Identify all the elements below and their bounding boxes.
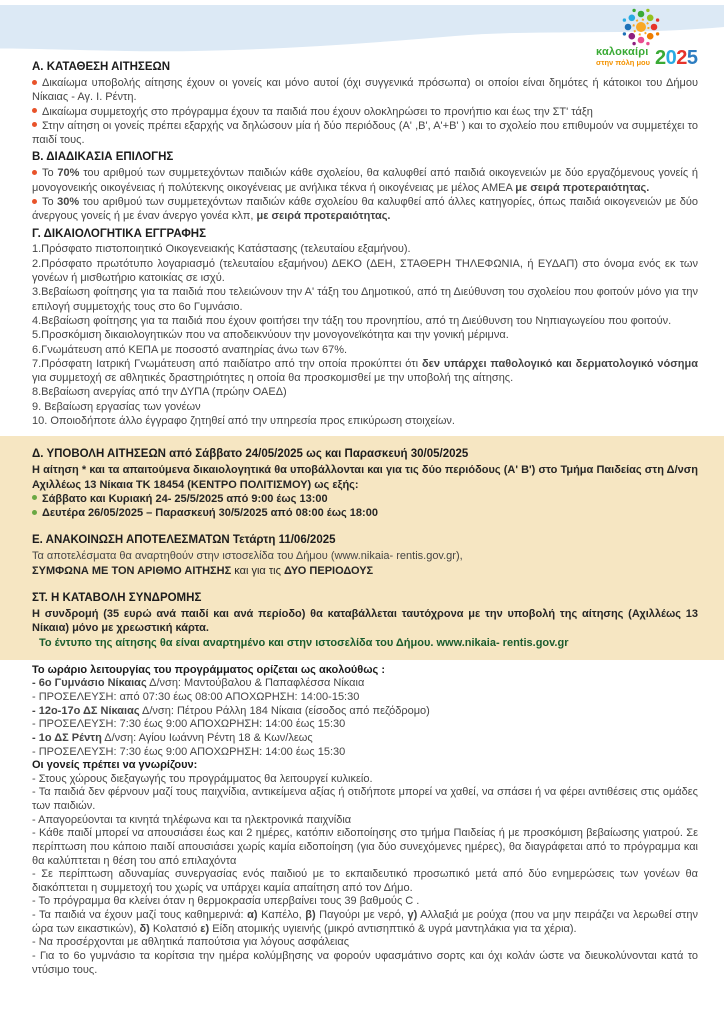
parents-title: Οι γονείς πρέπει να γνωρίζουν: bbox=[32, 759, 198, 772]
logo-year: 2025 bbox=[655, 46, 698, 69]
section-e-line: ΣΥΜΦΩΝΑ ΜΕ ΤΟΝ ΑΡΙΘΜΟ ΑΙΤΗΣΗΣ και για τις ΔΥΟ ΠΕΡΙΟΔΟΥΣ bbox=[32, 564, 374, 577]
highlight-box bbox=[0, 436, 724, 659]
section-d-title: Δ. ΥΠΟΒΟΛΗ ΑΙΤΗΣΕΩΝ από Σάββατο 24/05/2025 ως και Παρασκευή 30/05/2025 bbox=[32, 448, 469, 461]
section-e-line: Τα αποτελέσματα θα αναρτηθούν στην ιστοσελίδα του Δήμου (www.nikaia- rentis.gov.gr), bbox=[32, 550, 463, 563]
info-section bbox=[0, 660, 724, 977]
list-item: Δικαίωμα υποβολής αίτησης έχουν οι γονείς και μόνο αυτοί (όχι συγγενικά πρόσωπα) οι οποίοι είναι δημότες ή κάτοικοι του Δήμου Νίκαιας - Αγ. Ι. Ρέντη. bbox=[32, 76, 698, 104]
list-item: 1.Πρόσφατο πιστοποιητικό Οικογενειακής Κατάστασης (τελευταίου εξαμήνου). bbox=[32, 243, 411, 256]
section-st-paragraph: Η συνδρομή (35 ευρώ ανά παιδί και ανά περίοδο) θα καταβάλλεται ταυτόχρονα με την υποβολή της αίτησης (Αχιλλέως 13 Νίκαια) μόνο με χρεωστική κάρτα. bbox=[32, 607, 698, 635]
logo-title: καλοκαίρι bbox=[596, 46, 649, 58]
section-c-title: Γ. ΔΙΚΑΙΟΛΟΓΗΤΙΚΑ ΕΓΓΡΑΦΗΣ bbox=[32, 227, 207, 240]
schedule-title: Το ωράριο λειτουργίας του προγράμματος ορίζεται ως ακολούθως : bbox=[32, 663, 385, 676]
list-item: - Για το 6ο γυμνάσιο τα κορίτσια την ημέρα κολύμβησης να φορούν υφασμάτινο σορτς και όχι κολάν ώστε να διευκολύνονται κατά το ντύσιμο τους. bbox=[32, 949, 698, 976]
list-item: Σάββατο και Κυριακή 24- 25/5/2025 από 9:00 έως 13:00 bbox=[32, 492, 698, 506]
list-item: Το 30% του αριθμού των συμμετεχόντων παιδιών κάθε σχολείου θα καλυφθεί από άλλες κατηγορίες, όπως παιδιά οικογενειών με δύο άνεργους γονείς ή με έναν άνεργο γονέα κλπ, με σειρά προτεραιότητας. bbox=[32, 195, 698, 223]
logo-flower-icon bbox=[618, 5, 664, 49]
list-item: - Απαγορεύονται τα κινητά τηλέφωνα και τα ηλεκτρονικά παιχνίδια bbox=[32, 813, 352, 826]
section-e-title: Ε. ΑΝΑΚΟΙΝΩΣΗ ΑΠΟΤΕΛΕΣΜΑΤΩΝ Τετάρτη 11/06/2025 bbox=[32, 534, 336, 547]
bullet-icon bbox=[32, 170, 37, 175]
list-item: - Τα παιδιά δεν φέρνουν μαζί τους παιχνίδια, αντικείμενα αξίας ή οτιδήποτε μπορεί να χαθεί, να σπάσει ή να φέρει αντιθέσεις στις ομάδες των παιδιών. bbox=[32, 786, 698, 813]
bullet-icon bbox=[32, 108, 37, 113]
list-item: 7.Πρόσφατη Ιατρική Γνωμάτευση από παιδίατρο από την οποία προκύπτει ότι δεν υπάρχει παθολογικό και δερματολογικό νόσημα για συμμετοχή σε αθλητικές δραστηριότητες η οποία θα προσκομισθεί με την υποβολή της αίτησης. bbox=[32, 357, 699, 385]
section-b-title: Β. ΔΙΑΔΙΚΑΣΙΑ ΕΠΙΛΟΓΗΣ bbox=[32, 151, 174, 164]
list-item: - Το πρόγραμμα θα κλείνει όταν η θερμοκρασία υπερβαίνει τους 39 βαθμούς C . bbox=[32, 895, 420, 908]
list-item: 3.Βεβαίωση φοίτησης για τα παιδιά που τελειώνουν την Α' τάξη του Δημοτικού, από τη Διεύθυνση του σχολείου που φοιτούν μόνο για την επιλογή συμμετοχής τους στο 6ο Γυμνάσιο. bbox=[32, 286, 698, 313]
list-item: 8.Βεβαίωση ανεργίας από την ΔΥΠΑ (πρώην ΟΑΕΔ) bbox=[32, 386, 287, 399]
list-item: - Στους χώρους διεξαγωγής του προγράμματος θα λειτουργεί κυλικείο. bbox=[32, 772, 373, 785]
list-item: - 12ο-17ο ΔΣ Νίκαιας Δ/νση: Πέτρου Ράλλη 184 Νίκαια (είσοδος από πεζόδρομο) bbox=[32, 704, 430, 717]
list-item: 9. Βεβαίωση εργασίας των γονέων bbox=[32, 400, 201, 413]
application-form-note: Το έντυπο της αίτησης θα είναι αναρτημένο και στην ιστοσελίδα του Δήμου. www.nikaia- rentis.gov.gr bbox=[39, 636, 569, 649]
list-item: - ΠΡΟΣΕΛΕΥΣΗ: από 07:30 έως 08:00 ΑΠΟΧΩΡΗΣΗ: 14:00-15:30 bbox=[32, 691, 360, 704]
list-item: - 1ο ΔΣ Ρέντη Δ/νση: Αγίου Ιωάννη Ρέντη 18 & Κων/λεως bbox=[32, 731, 313, 744]
bullet-icon bbox=[32, 122, 37, 127]
logo-subtitle: στην πόλη μου bbox=[596, 58, 651, 67]
list-item: - ΠΡΟΣΕΛΕΥΣΗ: 7:30 έως 9:00 ΑΠΟΧΩΡΗΣΗ: 14:00 έως 15:30 bbox=[32, 745, 346, 758]
list-item: - 6ο Γυμνάσιο Νίκαιας Δ/νση: Μαντούβαλου & Παπαφλέσσα Νίκαια bbox=[32, 677, 365, 690]
announcement-body bbox=[0, 57, 724, 977]
list-item: Το 70% του αριθμού των συμμετεχόντων παιδιών κάθε σχολείου, θα καλυφθεί από παιδιά οικογενειών με δύο εργαζόμενους γονείς ή μονογονεικής οικογένειας ή πολύτεκνης οικογένειας με ανήλικα τέκνα ή οικογένειας με μέλος ΑΜΕΑ με σειρά προτεραιότητας. bbox=[32, 167, 699, 194]
list-item: 10. Οποιοδήποτε άλλο έγγραφο ζητηθεί από την υπηρεσία προς επικύρωση στοιχείων. bbox=[32, 415, 455, 428]
section-st-title: ΣΤ. Η ΚΑΤΑΒΟΛΗ ΣΥΝΔΡΟΜΗΣ bbox=[32, 592, 202, 604]
list-item: Δικαίωμα συμμετοχής στο πρόγραμμα έχουν τα παιδιά που έχουν ολοκληρώσει το προνήπιο και έως την ΣΤ' τάξη bbox=[32, 105, 698, 119]
bullet-icon bbox=[32, 199, 37, 204]
bullet-icon bbox=[32, 495, 37, 500]
list-item: 4.Βεβαίωση φοίτησης για τα παιδιά που έχουν φοιτήσει την τάξη του προνηπίου, από τη Διεύθυνση του Νηπιαγωγείου που φοιτούν. bbox=[32, 314, 672, 327]
list-item: - Να προσέρχονται με αθλητικά παπούτσια για λόγους ασφάλειας bbox=[32, 936, 350, 949]
section-d-paragraph: Η αίτηση * και τα απαιτούμενα δικαιολογητικά θα υποβάλλονται και για τις δύο περιόδους (Α' Β') στο Τμήμα Παιδείας στη Δ/νση Αχιλλέως 13 Νίκαια ΤΚ 18454 (ΚΕΝΤΡΟ ΠΟΛΙΤΙΣΜΟΥ) ως εξής: bbox=[32, 464, 698, 491]
list-item: 2.Πρόσφατο πρωτότυπο λογαριασμό (τελευταίου εξαμήνου) ΔΕΚΟ (ΔΕΗ, ΣΤΑΘΕΡΗ ΤΗΛΕΦΩΝΙΑ, ή ΕΥΔΑΠ) στο όνομα ενός εκ των γονέων ή μισθωτήριο κατοικίας σε ισχύ. bbox=[32, 257, 698, 285]
list-item: - ΠΡΟΣΕΛΕΥΣΗ: 7:30 έως 9:00 ΑΠΟΧΩΡΗΣΗ: 14:00 έως 15:30 bbox=[32, 718, 346, 731]
bullet-icon bbox=[32, 510, 37, 515]
section-a-title: Α. ΚΑΤΑΘΕΣΗ ΑΙΤΗΣΕΩΝ bbox=[32, 61, 171, 73]
list-item: - Κάθε παιδί μπορεί να απουσιάσει έως και 2 ημέρες, κατόπιν ειδοποίησης στο τμήμα Παιδείας ή με προσκόμιση βεβαίωσης γιατρού. Σε περίπτωση που κάποιο παιδί απουσιάσει χωρίς καμία ειδοποίηση (για δύο συνεχόμενες ημέρες), θα διαγράφεται από το πρόγραμμα και θα καλύπτεται η θέση του από επιλαχόντα bbox=[32, 827, 698, 867]
list-item: 5.Προσκόμιση δικαιολογητικών που να αποδεικνύουν την μονογονεϊκότητα και την γονική μέριμνα. bbox=[32, 329, 509, 342]
list-item: Δευτέρα 26/05/2025 – Παρασκευή 30/5/2025 από 08:00 έως 18:00 bbox=[32, 506, 698, 520]
list-item: 6.Γνωμάτευση από ΚΕΠΑ με ποσοστό αναπηρίας άνω των 67%. bbox=[32, 343, 348, 356]
list-item: - Σε περίπτωση αδυναμίας συνεργασίας ενός παιδιού με το εκπαιδευτικό προσωπικό μετά από δύο ενημερώσεις των γονέων θα διακόπτεται η συμμετοχή του χωρίς να υπάρχει καμία απαίτηση από τον Δήμο. bbox=[32, 868, 698, 894]
list-item: - Τα παιδιά να έχουν μαζί τους καθημερινά: α) Καπέλο, β) Παγούρι με νερό, γ) Αλλαξιά με ρούχα (που να μην πειράζει να λερωθεί στην ώρα των εικαστικών), δ) Κολατσιό ε) Είδη ατομικής υγιεινής (μικρό αντισηπτικό & υγρά μαντηλάκια για τα χέρια). bbox=[32, 909, 698, 935]
bullet-icon bbox=[32, 80, 37, 85]
list-item: Στην αίτηση οι γονείς πρέπει εξαρχής να δηλώσουν μία ή δύο περιόδους (Α' ,Β', Α'+Β' ) και το σχολείο που επιθυμούν να συμμετέχει το παιδί τους. bbox=[32, 119, 698, 147]
